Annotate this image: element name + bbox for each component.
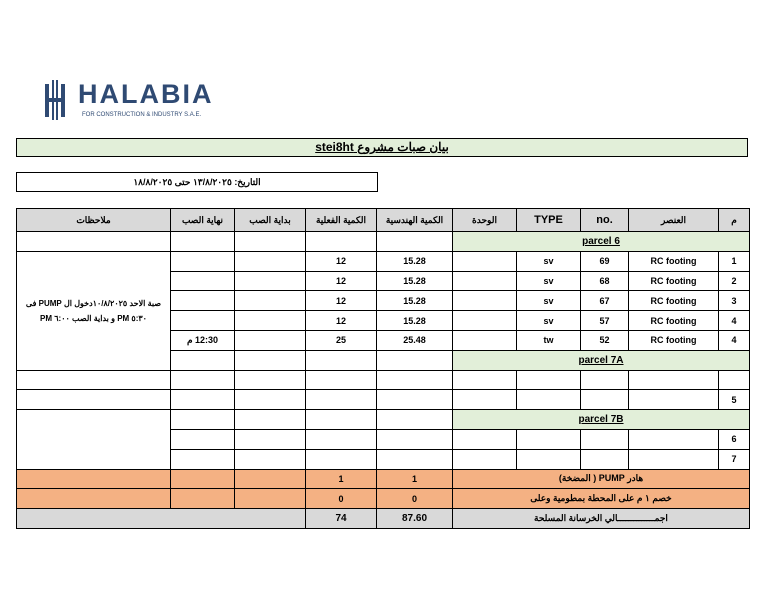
table-cell	[377, 429, 453, 449]
table-row	[17, 251, 750, 271]
table-cell: 6	[719, 429, 750, 449]
table-cell	[517, 429, 581, 449]
table-cell	[377, 232, 453, 252]
table-header-row	[17, 209, 750, 232]
table-cell	[17, 509, 306, 529]
table-cell	[306, 429, 377, 449]
table-cell: 3	[719, 291, 750, 311]
table-cell	[171, 489, 235, 509]
table-cell	[171, 390, 235, 410]
pour-table	[16, 208, 750, 529]
table-cell: tw	[517, 330, 581, 350]
table-cell: 2	[719, 271, 750, 291]
table-cell	[235, 449, 306, 469]
logo-name: HALABIA	[78, 79, 214, 109]
table-cell: RC footing	[629, 271, 719, 291]
table-cell: 12	[306, 251, 377, 271]
logo-subtitle: FOR CONSTRUCTION & INDUSTRY S.A.E.	[82, 112, 202, 118]
table-cell: 15.28	[377, 251, 453, 271]
header-actual-qty: الكمية الفعلية	[306, 209, 377, 232]
table-cell: 15.28	[377, 291, 453, 311]
table-cell	[629, 449, 719, 469]
table-cell: sv	[517, 271, 581, 291]
table-cell: 4	[719, 330, 750, 350]
total-label: اجمــــــــــــــالي الخرسانة المسلحة	[453, 509, 750, 529]
header-element: العنصر	[629, 209, 719, 232]
table-cell	[581, 370, 629, 390]
table-cell	[377, 390, 453, 410]
table-cell	[171, 291, 235, 311]
table-cell	[581, 429, 629, 449]
table-cell	[306, 350, 377, 370]
table-cell: هادر PUMP ( المضخة)	[453, 469, 750, 489]
notes-cell: صبة الاحد ١٠/٨/٢٠٢٥دخول ال PUMP فى ٥:٣٠ PM و بداية الصب ٦:٠٠ PM	[17, 251, 171, 370]
table-cell	[235, 489, 306, 509]
table-cell	[453, 449, 517, 469]
parcel-label: parcel 7A	[453, 350, 750, 370]
header-m: م	[719, 209, 750, 232]
halabia-logo-mark-icon	[44, 80, 66, 120]
table-cell	[235, 410, 306, 430]
table-cell	[171, 350, 235, 370]
table-cell	[517, 370, 581, 390]
table-cell	[453, 311, 517, 331]
table-cell	[517, 449, 581, 469]
table-cell	[453, 251, 517, 271]
table-cell	[453, 291, 517, 311]
table-cell	[235, 330, 306, 350]
table-cell	[235, 390, 306, 410]
table-cell	[377, 370, 453, 390]
table-row	[17, 410, 750, 430]
table-cell: 1	[377, 469, 453, 489]
table-cell	[517, 390, 581, 410]
table-cell: 15.28	[377, 311, 453, 331]
header-no: no.	[581, 209, 629, 232]
header-eng-qty: الكمية الهندسية	[377, 209, 453, 232]
date-range: التاريخ: ١٣/٨/٢٠٢٥ حتى ١٨/٨/٢٠٢٥	[16, 172, 378, 192]
table-row	[17, 390, 750, 410]
table-cell	[453, 370, 517, 390]
table-cell	[719, 370, 750, 390]
table-cell	[17, 390, 171, 410]
table-cell	[171, 232, 235, 252]
table-cell: sv	[517, 251, 581, 271]
table-cell: RC footing	[629, 311, 719, 331]
table-cell	[235, 469, 306, 489]
table-cell	[171, 410, 235, 430]
table-cell	[171, 311, 235, 331]
header-start: بداية الصب	[235, 209, 306, 232]
header-notes: ملاحظات	[17, 209, 171, 232]
table-cell: 12	[306, 311, 377, 331]
table-cell	[453, 390, 517, 410]
table-cell	[306, 390, 377, 410]
table-cell	[629, 370, 719, 390]
table-cell: 12:30 م	[171, 330, 235, 350]
table-cell: 5	[719, 390, 750, 410]
table-row	[17, 370, 750, 390]
table-cell: 15.28	[377, 271, 453, 291]
table-cell	[235, 429, 306, 449]
table-cell	[171, 429, 235, 449]
table-cell: 25.48	[377, 330, 453, 350]
table-cell: RC footing	[629, 330, 719, 350]
table-cell	[171, 469, 235, 489]
header-unit: الوحدة	[453, 209, 517, 232]
table-cell: 67	[581, 291, 629, 311]
table-cell: 0	[377, 489, 453, 509]
table-cell: RC footing	[629, 291, 719, 311]
pump-row	[17, 469, 750, 489]
table-cell	[453, 429, 517, 449]
table-cell	[235, 232, 306, 252]
total-eng: 87.60	[377, 509, 453, 529]
table-cell	[306, 449, 377, 469]
table-cell	[306, 232, 377, 252]
header-end: نهاية الصب	[171, 209, 235, 232]
table-cell: 52	[581, 330, 629, 350]
table-cell	[453, 330, 517, 350]
deduction-row	[17, 489, 750, 509]
table-cell	[171, 449, 235, 469]
table-cell: خصم ١ م على المحطة بمطومية وعلى	[453, 489, 750, 509]
table-cell	[453, 271, 517, 291]
table-cell	[581, 449, 629, 469]
table-cell	[235, 370, 306, 390]
company-logo	[44, 80, 214, 122]
table-cell	[235, 251, 306, 271]
table-cell: 7	[719, 449, 750, 469]
table-cell	[171, 251, 235, 271]
table-cell	[377, 350, 453, 370]
table-cell	[17, 370, 171, 390]
table-cell: 68	[581, 271, 629, 291]
table-cell	[377, 410, 453, 430]
table-cell	[629, 429, 719, 449]
table-cell	[17, 469, 171, 489]
table-cell	[171, 271, 235, 291]
table-cell	[17, 489, 171, 509]
table-cell: 57	[581, 311, 629, 331]
table-cell: 12	[306, 291, 377, 311]
table-cell: 4	[719, 311, 750, 331]
table-cell	[629, 390, 719, 410]
parcel-label: parcel 6	[453, 232, 750, 252]
table-cell: 0	[306, 489, 377, 509]
table-cell	[235, 350, 306, 370]
table-cell	[377, 449, 453, 469]
table-cell: 25	[306, 330, 377, 350]
header-type: TYPE	[517, 209, 581, 232]
table-cell	[306, 370, 377, 390]
total-row	[17, 509, 750, 529]
table-cell	[17, 232, 171, 252]
table-cell	[235, 311, 306, 331]
total-actual: 74	[306, 509, 377, 529]
table-cell	[581, 390, 629, 410]
table-cell	[17, 410, 171, 469]
table-cell	[171, 370, 235, 390]
report-title: بيان صبات مشروع stei8ht	[16, 138, 748, 157]
table-cell: RC footing	[629, 251, 719, 271]
table-cell: 1	[306, 469, 377, 489]
table-cell: 12	[306, 271, 377, 291]
table-cell	[306, 410, 377, 430]
parcel-label: parcel 7B	[453, 410, 750, 430]
table-cell: sv	[517, 291, 581, 311]
table-cell	[235, 291, 306, 311]
table-cell	[235, 271, 306, 291]
table-cell: sv	[517, 311, 581, 331]
table-cell: 1	[719, 251, 750, 271]
table-row	[17, 232, 750, 252]
table-cell: 69	[581, 251, 629, 271]
